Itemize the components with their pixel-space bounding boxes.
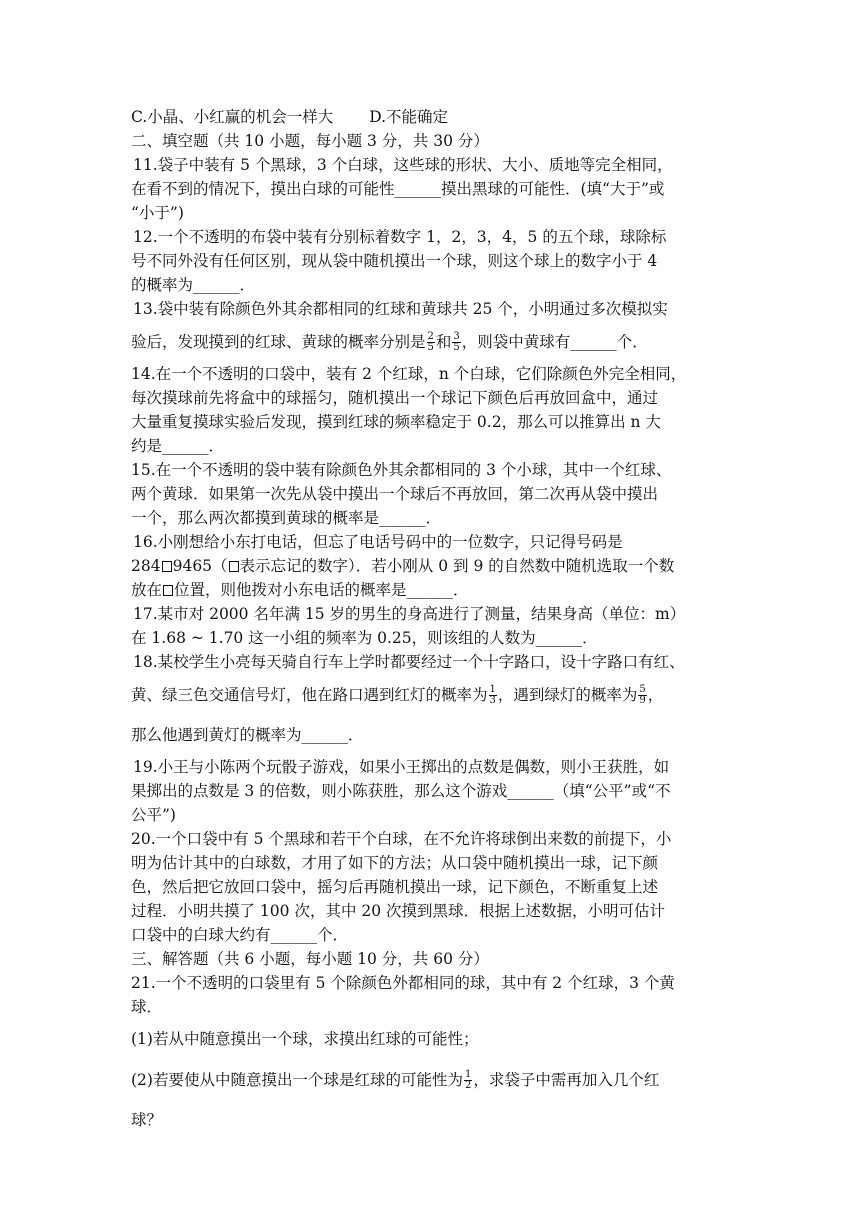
q21-text-b: ，求袋子中需再加入几个红 [473, 1071, 660, 1089]
q14-line-4: 约是______． [131, 437, 225, 455]
q11-line-2: 在看不到的情况下，摸出白球的可能性______摸出黑球的可能性．(填“大于”或 [131, 180, 665, 198]
q14-line-1: 14.在一个不透明的口袋中，装有 2 个红球，n 个白球，它们除颜色外完全相同， [131, 365, 687, 383]
section-heading-answer: 三、解答题（共 6 小题，每小题 10 分，共 60 分） [131, 950, 489, 968]
option-d: D.不能确定 [369, 108, 449, 126]
q20-line-4: 过程．小明共摸了 100 次，其中 20 次摸到黑球．根据上述数据，小明可估计 [131, 902, 666, 920]
q21-line-1: 21.一个不透明的口袋里有 5 个除颜色外都相同的球，其中有 2 个红球，3 个黄 [131, 974, 675, 992]
q16-line-3 [131, 578, 731, 602]
q16-line-1: 16.小刚想给小东打电话，但忘了电话号码中的一位数字，只记得号码是 [133, 533, 623, 551]
fraction-numerator: 2 [427, 330, 434, 342]
q14-line-2: 每次摸球前先将盒中的球摇匀，随机摸出一个球记下颜色后再放回盒中，通过 [131, 389, 659, 407]
fraction-denominator: 5 [427, 341, 434, 353]
q21-line-3: (1)若从中随意摸出一个球，求摸出红球的可能性； [131, 1030, 479, 1048]
q13-text-c: ，则袋中黄球有______个． [461, 333, 648, 351]
q18-text-c: ， [647, 686, 664, 704]
q19-line-1: 19.小王与小陈两个玩骰子游戏，如果小王掷出的点数是偶数，则小王获胜，如 [133, 758, 670, 776]
q15-line-1: 15.在一个不透明的袋中装有除颜色外其余都相同的 3 个小球，其中一个红球、 [131, 461, 672, 479]
fraction-denominator: 9 [639, 694, 646, 706]
q12-line-2: 号不同外没有任何区别，现从袋中随机摸出一个球，则这个球上的数字小于 4 [131, 252, 658, 270]
q18-text-b: ，遇到绿灯的概率为 [497, 686, 638, 704]
fraction-1-2 [464, 1070, 472, 1091]
fraction-numerator: 3 [453, 330, 460, 342]
q13-line-2 [131, 321, 731, 362]
q20-line-3: 色，然后把它放回口袋中，摇匀后再随机摸出一球，记下颜色，不断重复上述 [131, 878, 659, 896]
q16-text-b: 9465（ [172, 557, 228, 575]
q18-text-a: 黄、绿三色交通信号灯，他在路口遇到红灯的概率为 [131, 686, 488, 704]
fraction-2-5 [427, 332, 435, 353]
missing-digit-box [163, 585, 173, 596]
missing-digit-box [162, 561, 172, 572]
q16-text-e: 位置，则他拨对小东电话的概率是______． [174, 581, 469, 599]
q12-line-3: 的概率为______． [131, 276, 256, 294]
q21-line-4 [131, 1059, 731, 1100]
q12-line-1: 12.一个不透明的布袋中装有分别标着数字 1，2，3，4，5 的五个球，球除标 [133, 228, 667, 246]
q17-line-1: 17.某市对 2000 名年满 15 岁的男生的身高进行了测量，结果身高（单位：m） [133, 605, 686, 623]
q11-line-1: 11.袋子中装有 5 个黑球，3 个白球，这些球的形状、大小、质地等完全相同， [133, 156, 673, 174]
fraction-denominator: 3 [489, 694, 496, 706]
q21-text-a: (2)若要使从中随意摸出一个球是红球的可能性为 [131, 1071, 463, 1089]
fraction-numerator: 1 [489, 683, 496, 695]
q11-line-3: “小于”) [131, 204, 184, 222]
q17-line-2: 在 1.68 ~ 1.70 这一小组的频率为 0.25，则该组的人数为______． [131, 629, 598, 647]
option-c: C.小晶、小红赢的机会一样大 [131, 108, 334, 126]
q20-line-2: 明为估计其中的白球数，才用了如下的方法；从口袋中随机摸出一球，记下颜 [131, 854, 659, 872]
exam-content [131, 105, 731, 1140]
q20-line-5: 口袋中的白球大约有______个． [131, 926, 349, 944]
q16-text-c: 表示忘记的数字）．若小刚从 0 到 9 的自然数中随机选取一个数 [239, 557, 675, 575]
q13-text-b: 和 [435, 333, 452, 351]
q18-line-1: 18.某校学生小亮每天骑自行车上学时都要经过一个十字路口，设十字路口有红、 [133, 653, 685, 671]
fraction-denominator: 2 [464, 1079, 472, 1091]
missing-digit-box [229, 561, 239, 572]
q16-text-a: 284 [131, 557, 161, 575]
q21-line-5: 球？ [131, 1111, 163, 1129]
fraction-denominator: 5 [453, 341, 460, 353]
fraction-1-3 [489, 685, 497, 706]
q20-line-1: 20.一个口袋中有 5 个黑球和若干个白球，在不允许将球倒出来数的前提下，小 [131, 830, 672, 848]
q15-line-3: 一个，那么两次都摸到黄球的概率是______． [131, 509, 442, 527]
q19-line-3: 公平”) [131, 806, 176, 824]
q18-line-2 [131, 674, 731, 715]
q21-line-2: 球． [131, 998, 163, 1016]
q15-line-2: 两个黄球．如果第一次先从袋中摸出一个球后不再放回，第二次再从袋中摸出 [131, 485, 659, 503]
q19-line-2: 果掷出的点数是 3 的倍数，则小陈获胜，那么这个游戏______（填“公平”或“不 [131, 782, 671, 800]
section-heading-fill-in: 二、填空题（共 10 小题，每小题 3 分，共 30 分） [131, 132, 489, 150]
q18-line-3: 那么他遇到黄灯的概率为______． [131, 726, 364, 744]
q16-text-d: 放在 [131, 581, 163, 599]
fraction-numerator: 1 [464, 1068, 472, 1080]
option-line [131, 105, 731, 129]
fraction-numerator: 5 [639, 683, 646, 695]
fraction-5-9 [638, 685, 646, 706]
fraction-3-5 [452, 332, 460, 353]
q13-line-1: 13.袋中装有除颜色外其余都相同的红球和黄球共 25 个，小明通过多次模拟实 [133, 300, 668, 318]
q16-line-2 [131, 554, 731, 578]
q13-text-a: 验后，发现摸到的红球、黄球的概率分别是 [131, 333, 426, 351]
q14-line-3: 大量重复摸球实验后发现，摸到红球的频率稳定于 0.2，那么可以推算出 n 大 [131, 413, 661, 431]
